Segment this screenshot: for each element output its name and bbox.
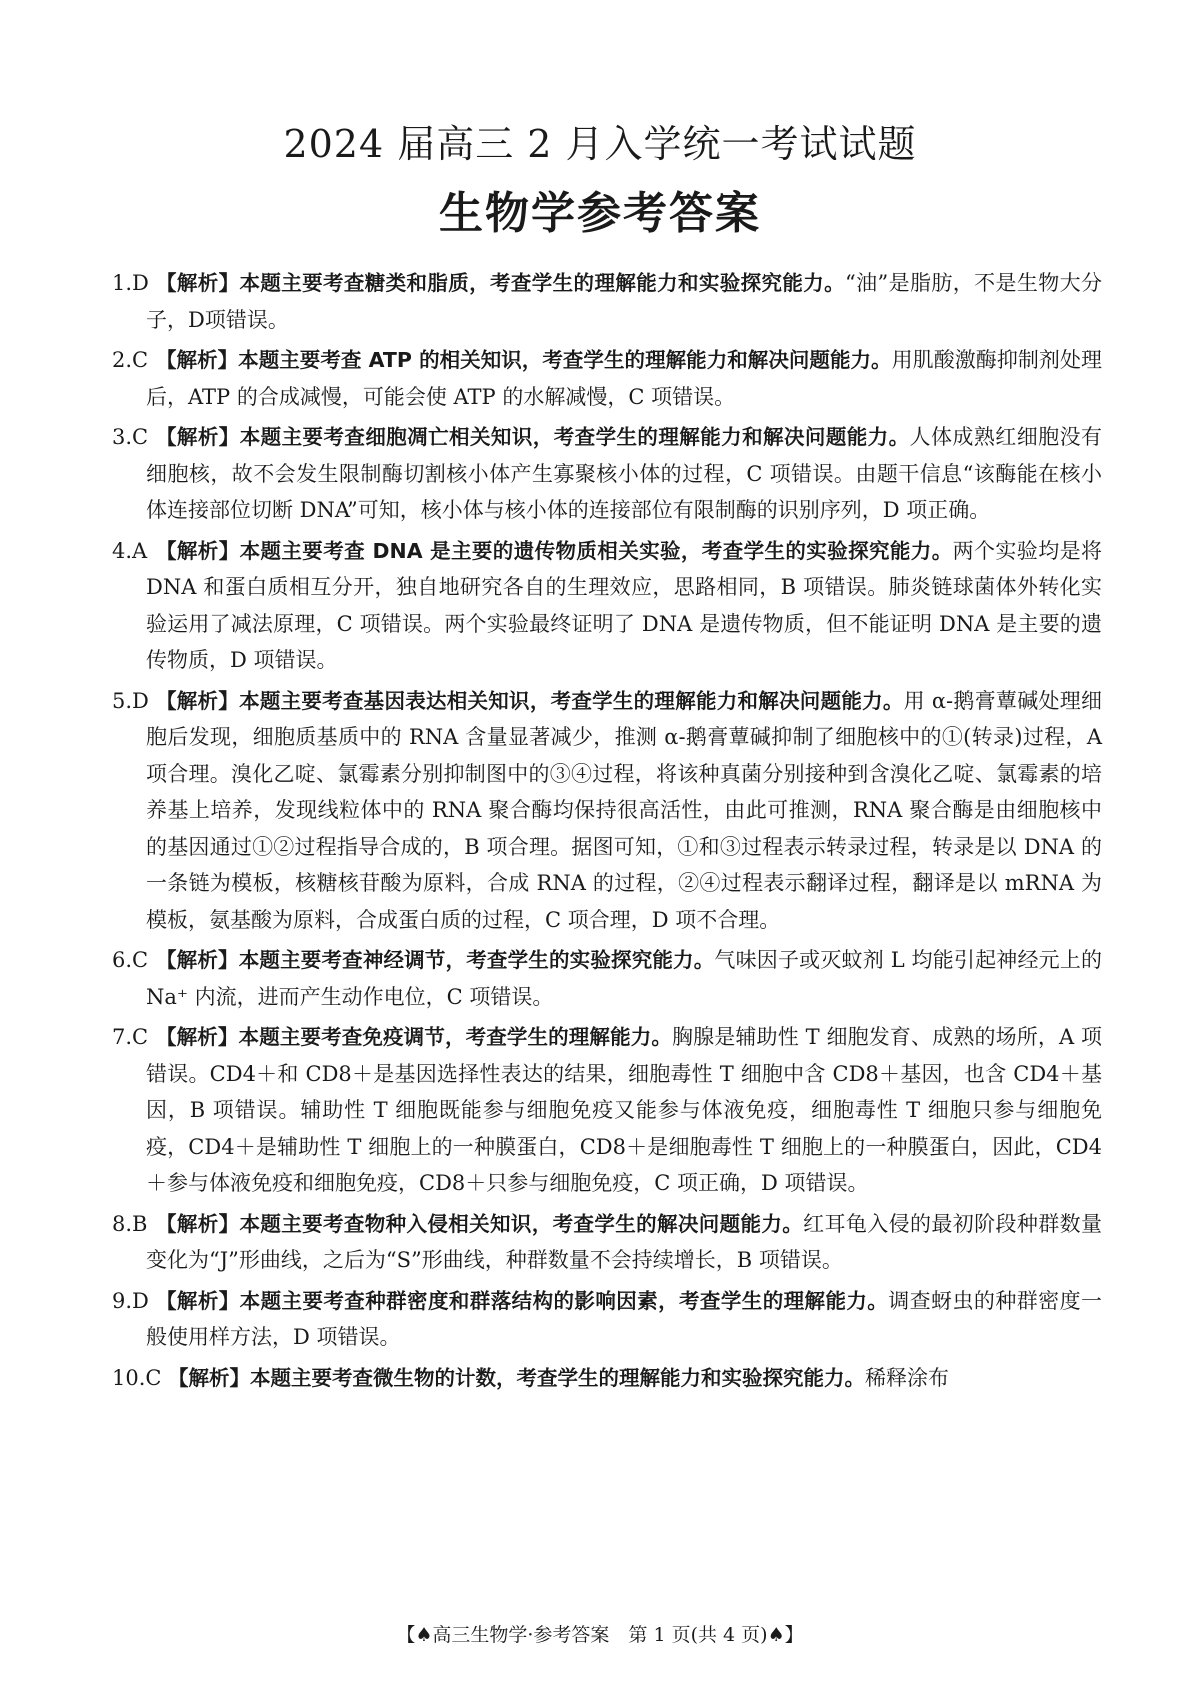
analysis-body: 两个实验均是将 DNA 和蛋白质相互分开，独自地研究各自的生理效应，思路相同，B 项错误。肺炎链球菌体外转化实验运用了减法原理，C 项错误。两个实验最终证明了 DNA 是遗传物质，但不能证明 DNA 是主要的遗传物质，D 项错误。 (146, 538, 1103, 672)
answer-letter: D (132, 1288, 149, 1313)
answer-item (112, 342, 1102, 415)
question-number: 2. (112, 348, 133, 372)
question-number: 3. (112, 425, 133, 449)
answer-key-title: 生物学参考答案 (439, 188, 761, 239)
analysis-lead: 【解析】本题主要考查免疫调节，考查学生的理解能力。 (156, 1025, 672, 1049)
answer-item (112, 1360, 1102, 1397)
answer-letter: A (132, 538, 148, 563)
analysis-lead: 【解析】本题主要考查神经调节，考查学生的实验探究能力。 (156, 948, 715, 972)
answer-item (112, 942, 1102, 1015)
analysis-body: 稀释涂布 (865, 1365, 949, 1390)
question-number: 8. (112, 1211, 133, 1236)
question-number: 1. (112, 271, 133, 295)
analysis-body: 气味因子或灭蚊剂 L 均能引起神经元上的 Na⁺ 内流，进而产生动作电位，C 项错误。 (146, 948, 1102, 1009)
analysis-lead: 【解析】本题主要考查物种入侵相关知识，考查学生的解决问题能力。 (156, 1211, 804, 1236)
answer-list (112, 265, 1102, 1400)
answer-letter: D (132, 271, 149, 295)
analysis-lead: 【解析】本题主要考查微生物的计数，考查学生的理解能力和实验探究能力。 (168, 1365, 865, 1390)
analysis-body: 红耳龟入侵的最初阶段种群数量变化为“J”形曲线，之后为“S”形曲线，种群数量不会持续增长，B 项错误。 (146, 1211, 1102, 1272)
question-number: 5. (112, 688, 133, 713)
analysis-body: 用 α-鹅膏蕈碱处理细胞后发现，细胞质基质中的 RNA 含量显著减少，推测 α-鹅膏蕈碱抑制了细胞核中的①(转录)过程，A 项合理。溴化乙啶、氯霉素分别抑制图中的③④过程，将该种真菌分别接种到含溴化乙啶、氯霉素的培养基上培养，发现线粒体中的 RNA 聚合酶均保持很高活性，由此可推测，RNA 聚合酶是由细胞核中的基因通过①②过程指导合成的，B 项合理。据图可知，①和③过程表示转录过程，转录是以 DNA 的一条链为模板，核糖核苷酸为原料，合成 RNA 的过程，②④过程表示翻译过程，翻译是以 mRNA 为模板，氨基酸为原料，合成蛋白质的过程，C 项合理，D 项不合理。 (146, 688, 1103, 932)
question-number: 4. (112, 538, 133, 563)
answer-letter: C (132, 348, 149, 372)
analysis-body: “油”是脂肪，不是生物大分子，D项错误。 (146, 271, 1102, 332)
answer-item (112, 1283, 1102, 1356)
analysis-lead: 【解析】本题主要考查种群密度和群落结构的影响因素，考查学生的理解能力。 (156, 1288, 889, 1313)
exam-title: 2024 届高三 2 月入学统一考试试题 (283, 122, 917, 166)
answer-letter: C (132, 948, 149, 972)
answer-letter: C (132, 1025, 149, 1049)
answer-item (112, 683, 1102, 939)
analysis-lead: 【解析】本题主要考查基因表达相关知识，考查学生的理解能力和解决问题能力。 (156, 688, 904, 713)
analysis-lead: 【解析】本题主要考查糖类和脂质，考查学生的理解能力和实验探究能力。 (156, 271, 845, 295)
answer-item (112, 1019, 1102, 1202)
answer-item (112, 533, 1102, 679)
question-number: 9. (112, 1288, 133, 1313)
analysis-body: 胸腺是辅助性 T 细胞发育、成熟的场所，A 项错误。CD4＋和 CD8＋是基因选择性表达的结果，细胞毒性 T 细胞中含 CD8＋基因，也含 CD4＋基因，B 项错误。辅助性 T 细胞既能参与细胞免疫又能参与体液免疫，细胞毒性 T 细胞只参与细胞免疫，CD4＋是辅助性 T 细胞上的一种膜蛋白，CD8＋是细胞毒性 T 细胞上的一种膜蛋白，因此，CD4＋参与体液免疫和细胞免疫，CD8＋只参与细胞免疫，C 项正确，D 项错误。 (146, 1025, 1102, 1195)
answer-item (112, 419, 1102, 529)
answer-item (112, 265, 1102, 338)
answer-letter: C (132, 425, 149, 449)
analysis-body: 调查蚜虫的种群密度一般使用样方法，D 项错误。 (146, 1288, 1103, 1349)
answer-letter: B (132, 1211, 148, 1236)
analysis-lead: 【解析】本题主要考查细胞凋亡相关知识，考查学生的理解能力和解决问题能力。 (156, 425, 910, 449)
analysis-lead: 【解析】本题主要考查 ATP 的相关知识，考查学生的理解能力和解决问题能力。 (156, 348, 892, 372)
question-number: 6. (112, 948, 133, 972)
answer-letter: D (132, 688, 149, 713)
page-footer: 【♠高三生物学·参考答案 第 1 页(共 4 页)♠】 (396, 1624, 804, 1646)
analysis-body: 用肌酸激酶抑制剂处理后，ATP 的合成减慢，可能会使 ATP 的水解减慢，C 项错误。 (146, 348, 1103, 409)
answer-letter: C (145, 1365, 162, 1390)
answer-item (112, 1206, 1102, 1279)
analysis-lead: 【解析】本题主要考查 DNA 是主要的遗传物质相关实验，考查学生的实验探究能力。 (156, 538, 953, 563)
question-number: 10. (112, 1365, 146, 1390)
analysis-body: 人体成熟红细胞没有细胞核，故不会发生限制酶切割核小体产生寡聚核小体的过程，C 项错误。由题干信息“该酶能在核小体连接部位切断 DNA”可知，核小体与核小体的连接部位有限制酶的识别序列，D 项正确。 (146, 425, 1103, 522)
question-number: 7. (112, 1025, 133, 1049)
